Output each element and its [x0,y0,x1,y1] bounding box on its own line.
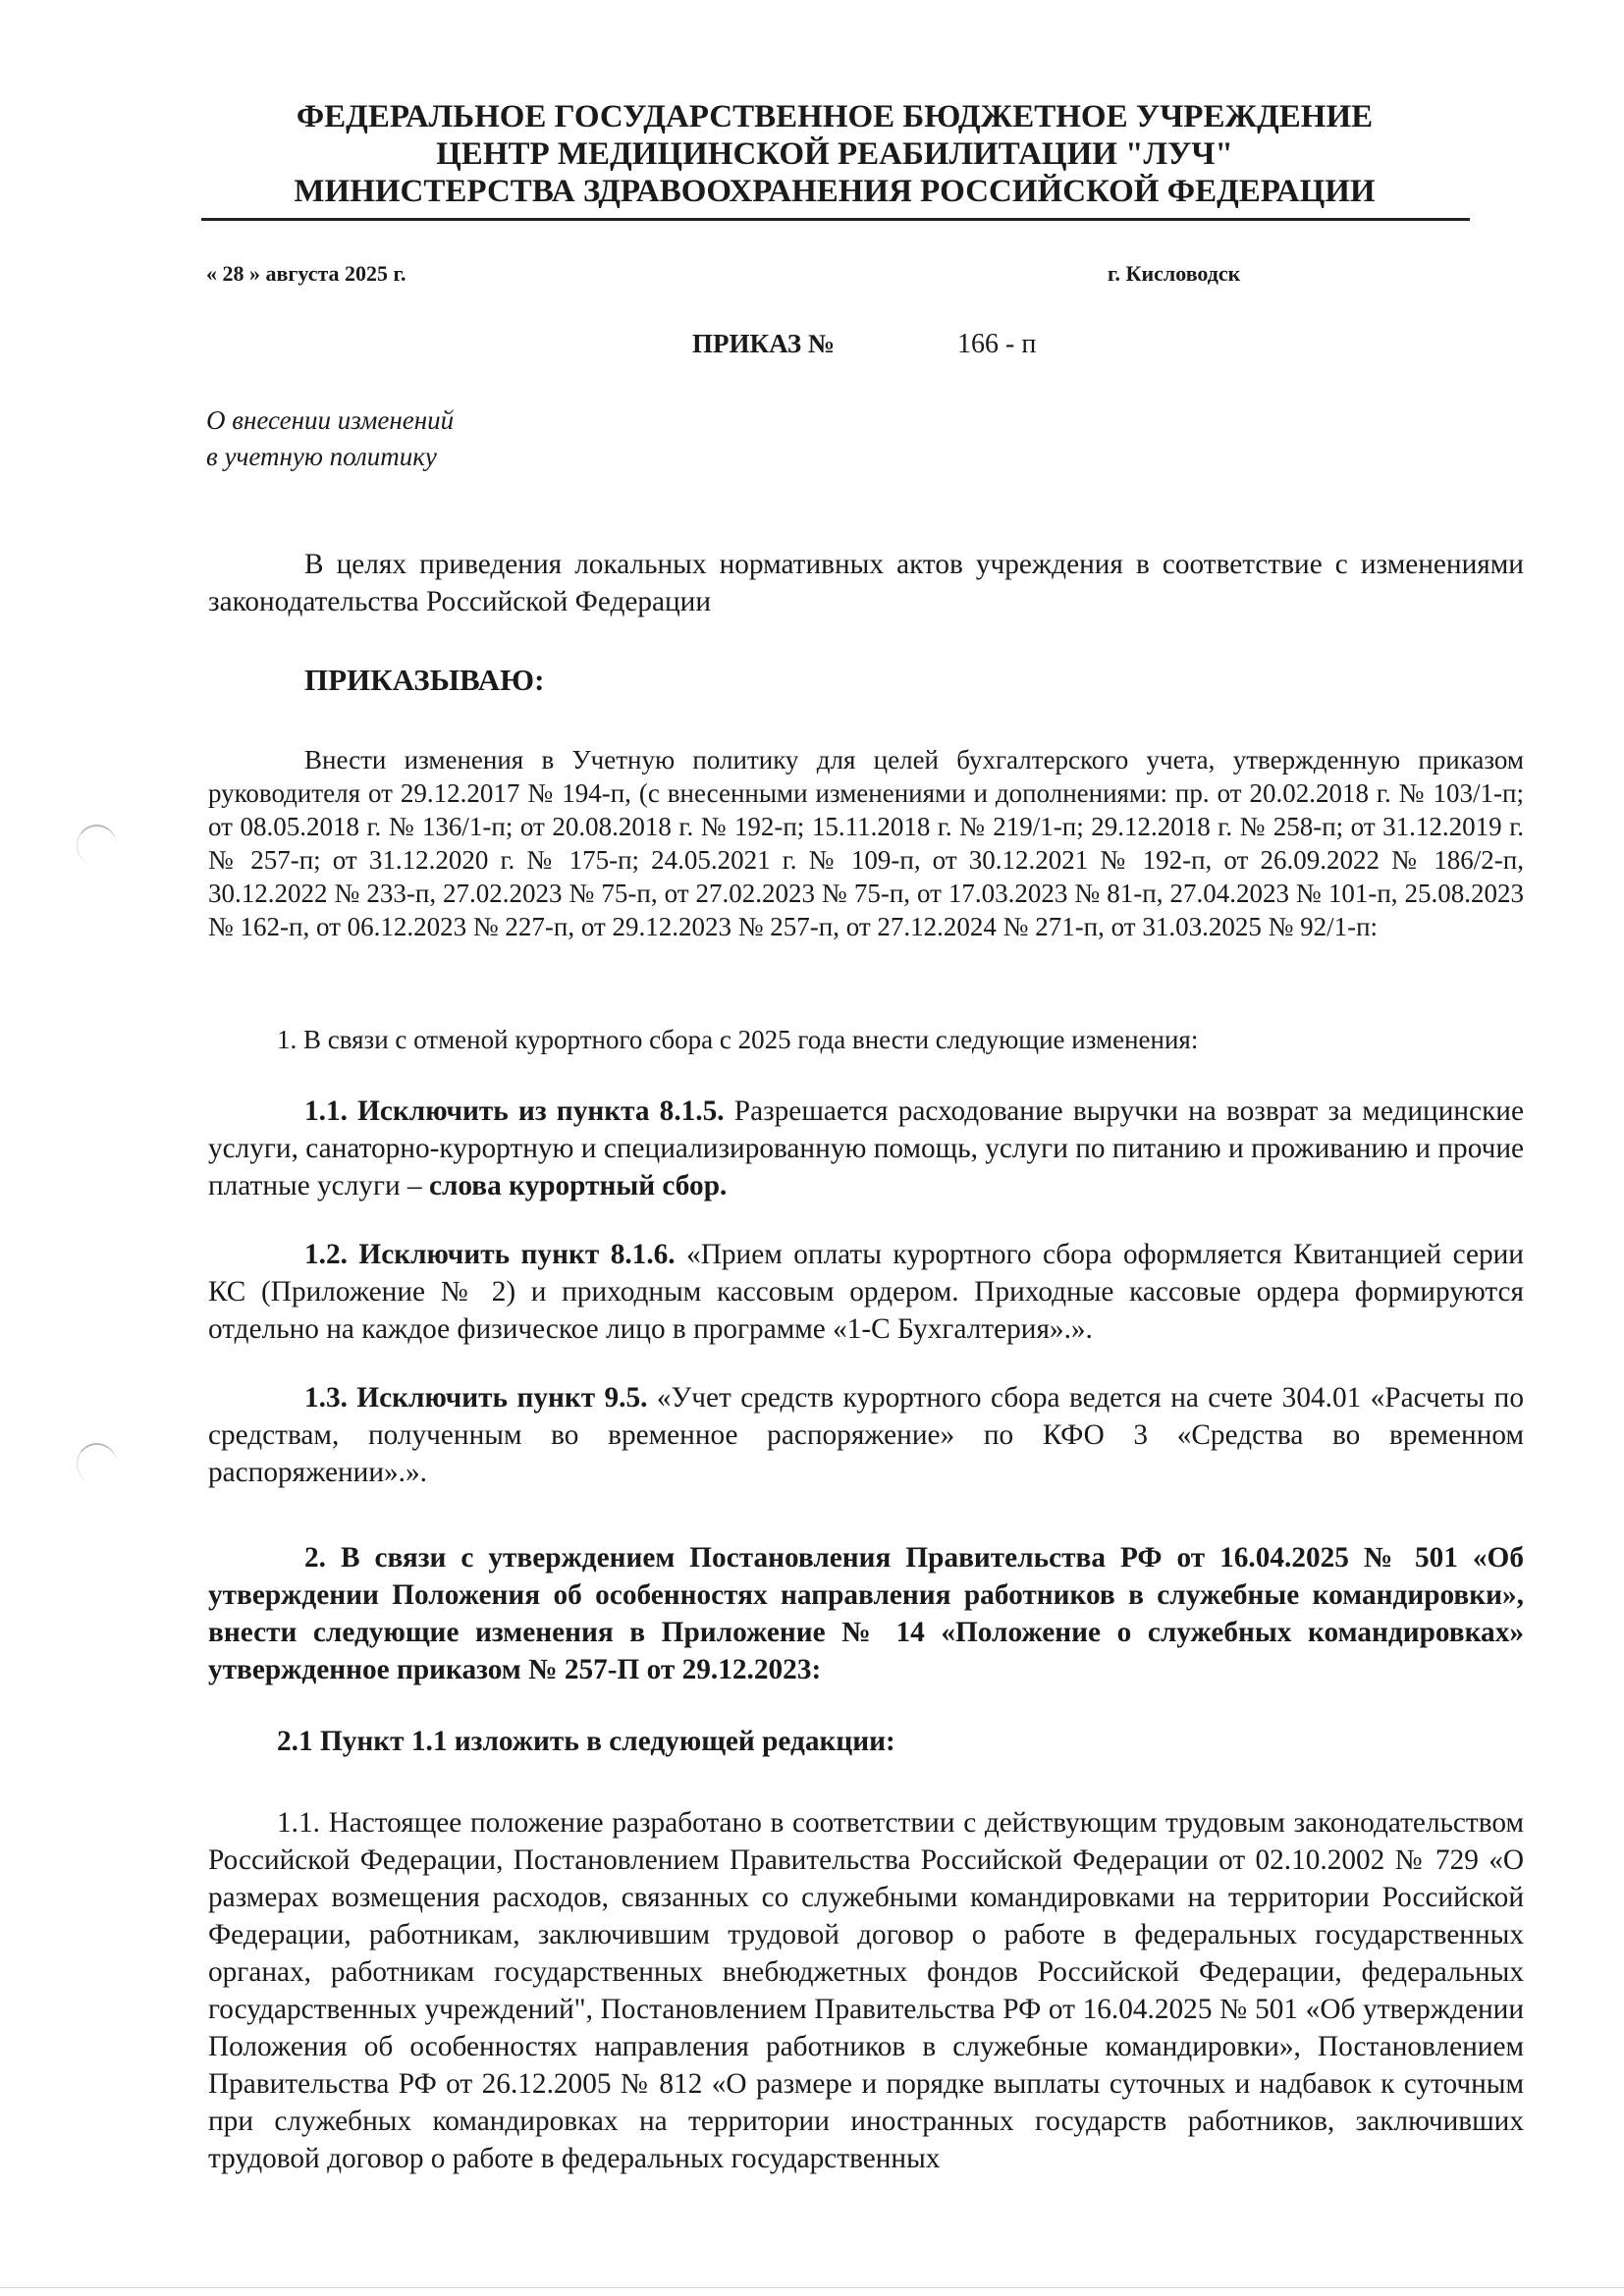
header-divider [201,218,1470,221]
item-1-3-lead: 1.3. Исключить пункт 9.5. [304,1382,648,1414]
institution-header [196,98,1473,210]
preamble: В целях приведения локальных нормативных актов учреждения в соответствие с изменениями законодательства Российской Федерации [208,549,1524,617]
subject-line-2: в учетную политику [206,442,437,471]
item-1-1 [208,1093,1524,1204]
item-1-1-text: Разрешается расходование выручки на возврат за медицинские услуги, санаторно-курортную и специализированную помощь, услуги по питанию и проживанию и прочие платные услуги – [208,1095,1524,1201]
item-1-3-text: «Учет средств курортного сбора ведется на счете 304.01 «Расчеты по средствам, полученным во временное распоряжение» по КФО 3 «Средства во временном распоряжении».». [208,1382,1524,1488]
binder-hole-mark [77,1443,117,1484]
order-subject [206,402,454,475]
item-1-2-text: «Прием оплаты курортного сбора оформляется Квитанцией серии КС (Приложение № 2) и приходным кассовым ордером. Приходные кассовые ордера формируются отдельно на каждое физическое лицо в программе «1-С Бухгалтерия».». [208,1239,1524,1345]
intro-paragraph: Внести изменения в Учетную политику для целей бухгалтерского учета, утвержденную приказом руководителя от 29.12.2017 № 194-п, (с внесенными изменениями и дополнениями: пр. от 20.02.2018 г. № 103/1-п; от 08.05.2018 г. № 136/1-п; от 20.08.2018 г. № 192-п; 15.11.2018 г. № 219/1-п; 29.12.2018 г. № 258-п; от 31.12.2019 г. № 257-п; от 31.12.2020 г. № 175-п; 24.05.2021 г. № 109-п, от 30.12.2021 № 192-п, от 26.09.2022 № 186/2-п, 30.12.2022 № 233-п, 27.02.2023 № 75-п, от 27.02.2023 № 75-п, от 17.03.2023 № 81-п, 27.04.2023 № 101-п, 25.08.2023 № 162-п, от 06.12.2023 № 227-п, от 29.12.2023 № 257-п, от 27.12.2024 № 271-п, от 31.03.2025 № 92/1-п: [208,745,1524,941]
order-number: 166 - п [957,329,1037,359]
item-1-1-lead: 1.1. Исключить из пункта 8.1.5. [304,1095,725,1127]
header-line-1: ФЕДЕРАЛЬНОЕ ГОСУДАРСТВЕННОЕ БЮДЖЕТНОЕ УЧРЕЖДЕНИЕ [296,99,1374,134]
header-line-2: ЦЕНТР МЕДИЦИНСКОЙ РЕАБИЛИТАЦИИ "ЛУЧ" [436,136,1233,172]
binder-hole-mark [77,825,117,866]
item-1-1-tail: слова курортный сбор. [428,1170,728,1201]
item-2: 2. В связи с утверждением Постановления Правительства РФ от 16.04.2025 № 501 «Об утверждении Положения об особенностях направления работников в служебные командировки», внести следующие изменения в Приложение № 14 «Положение о служебных командировках» утвержденное приказом № 257-П от 29.12.2023: [208,1542,1524,1685]
order-city: г. Кисловодск [1108,261,1241,286]
order-title: ПРИКАЗ № [692,329,836,358]
header-line-3: МИНИСТЕРСТВА ЗДРАВООХРАНЕНИЯ РОССИЙСКОЙ ФЕДЕРАЦИИ [294,174,1376,209]
item-1-3 [208,1379,1524,1491]
item-2-1-heading: 2.1 Пункт 1.1 изложить в следующей редакции: [277,1726,895,1757]
item-2-1-text: 1.1. Настоящее положение разработано в соответствии с действующим трудовым законодательством Российской Федерации, Постановлением Правительства Российской Федерации от 02.10.2002 № 729 «О размерах возмещения расходов, связанных со служебными командировками на территории Российской Федерации, работникам, заключившим трудовой договор о работе в федеральных государственных органах, работникам государственных внебюджетных фондов Российской Федерации, федеральных государственных учреждений", Постановлением Правительства РФ от 16.04.2025 № 501 «Об утверждении Положения об особенностях направления работников в служебные командировки», Постановлением Правительства РФ от 26.12.2005 № 812 «О размере и порядке выплаты суточных и надбавок к суточным при служебных командировках на территории иностранных государств работников, заключивших трудовой договор о работе в федеральных государственных [208,1807,1524,2174]
order-date: « 28 » августа 2025 г. [206,261,406,286]
subject-line-1: О внесении изменений [206,405,455,435]
item-1-2 [208,1236,1524,1348]
directive-heading: ПРИКАЗЫВАЮ: [304,663,545,697]
scan-edge [0,2287,1624,2288]
item-1: 1. В связи с отменой курортного сбора с 2025 года внести следующие изменения: [277,1025,1199,1054]
item-1-2-lead: 1.2. Исключить пункт 8.1.6. [304,1239,676,1270]
